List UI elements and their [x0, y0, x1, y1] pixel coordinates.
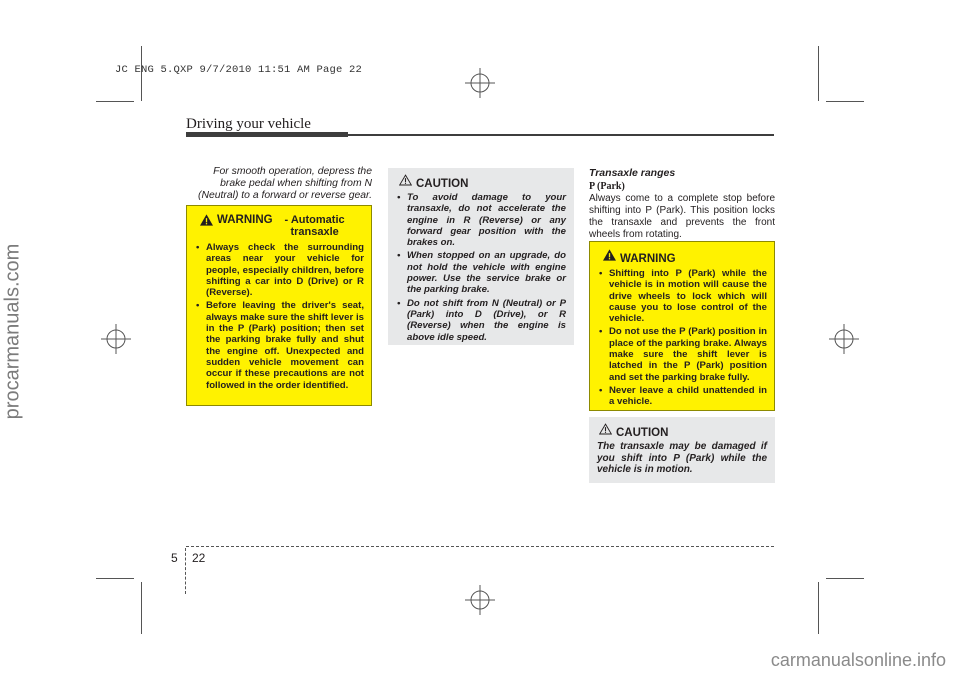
- warning-header: [603, 249, 767, 265]
- crop-mark: [826, 101, 864, 102]
- header-bar: [186, 132, 348, 137]
- warning-automatic-box: [186, 205, 372, 406]
- caution-park-text: The transaxle may be damaged if you shift into P (Park) while the vehicle is in motion.: [597, 441, 767, 475]
- list-item: • Always check the surrounding areas near your vehicle for people, especially children, before shifting a car into D (Drive) or R (Reverse).: [194, 242, 364, 298]
- warning-triangle-icon: [603, 249, 616, 261]
- intro-text: For smooth operation, depress the brake pedal when shifting from N (Neutral) to a forward or reverse gear.: [197, 166, 372, 201]
- caution-middle-list: [395, 192, 566, 343]
- warning-heading: WARNING: [217, 214, 273, 226]
- crop-mark: [96, 101, 134, 102]
- registration-mark-icon: [829, 324, 859, 354]
- caution-heading: CAUTION: [616, 427, 669, 439]
- warning-triangle-icon: [200, 214, 213, 226]
- bottom-watermark: carmanualsonline.info: [770, 650, 946, 670]
- warning-header: [200, 214, 364, 238]
- list-item: • To avoid damage to your transaxle, do not accelerate the engine in R (Reverse) or any forward gear position with the brakes on.: [395, 192, 566, 248]
- crop-mark: [826, 578, 864, 579]
- registration-mark-icon: [465, 68, 495, 98]
- transaxle-title: Transaxle ranges: [589, 167, 676, 179]
- crop-mark: [818, 46, 819, 101]
- footer-rule: [186, 546, 774, 547]
- list-item: • Do not use the P (Park) position in place of the parking brake. Always make sure the shift lever is latched in the P (Park) position and set the parking brake fully.: [597, 326, 767, 382]
- list-item: • Do not shift from N (Neutral) or P (Park) into D (Drive), or R (Reverse) when the engine is above idle speed.: [395, 298, 566, 343]
- caution-triangle-icon: [399, 174, 412, 186]
- section-header-title: Driving your vehicle: [186, 116, 311, 132]
- list-item: • Before leaving the driver's seat, always make sure the shift lever is in the P (Park) position; then set the parking brake fully and shut the engine off. Unexpected and sudden vehicle movement can occur if these precautions are not followed in the order identified.: [194, 300, 364, 390]
- caution-header: [599, 423, 767, 439]
- side-watermark: procarmanuals.com: [1, 243, 24, 420]
- crop-mark: [818, 582, 819, 634]
- caution-park-box: [589, 417, 775, 483]
- list-item: • Shifting into P (Park) while the vehicle is in motion will cause the drive wheels to lock which will cause you to lose control of the vehicle.: [597, 268, 767, 324]
- crop-mark: [141, 582, 142, 634]
- registration-mark-icon: [101, 324, 131, 354]
- page-number: 22: [192, 551, 206, 565]
- caution-header: [399, 174, 566, 190]
- header-rule: [348, 134, 774, 136]
- warning-park-list: [597, 268, 767, 408]
- park-body: Always come to a complete stop before shifting into P (Park). This position locks the transaxle and prevents the front wheels from rotating.: [589, 193, 775, 240]
- warning-subheading: - Automatic transaxle: [284, 214, 345, 238]
- warning-automatic-list: [194, 242, 364, 391]
- crop-mark: [96, 578, 134, 579]
- warning-park-box: [589, 241, 775, 411]
- chapter-number: 5: [171, 551, 178, 565]
- caution-middle-box: [388, 168, 574, 345]
- print-slug: JC ENG 5.QXP 9/7/2010 11:51 AM Page 22: [115, 64, 363, 76]
- list-item: • Never leave a child unattended in a vehicle.: [597, 385, 767, 408]
- list-item: • When stopped on an upgrade, do not hold the vehicle with engine power. Use the service brake or the parking brake.: [395, 250, 566, 295]
- caution-triangle-icon: [599, 423, 612, 435]
- footer-divider: [185, 548, 186, 594]
- caution-heading: CAUTION: [416, 178, 469, 190]
- registration-mark-icon: [465, 585, 495, 615]
- warning-heading: WARNING: [620, 253, 676, 265]
- park-subtitle: P (Park): [589, 181, 625, 192]
